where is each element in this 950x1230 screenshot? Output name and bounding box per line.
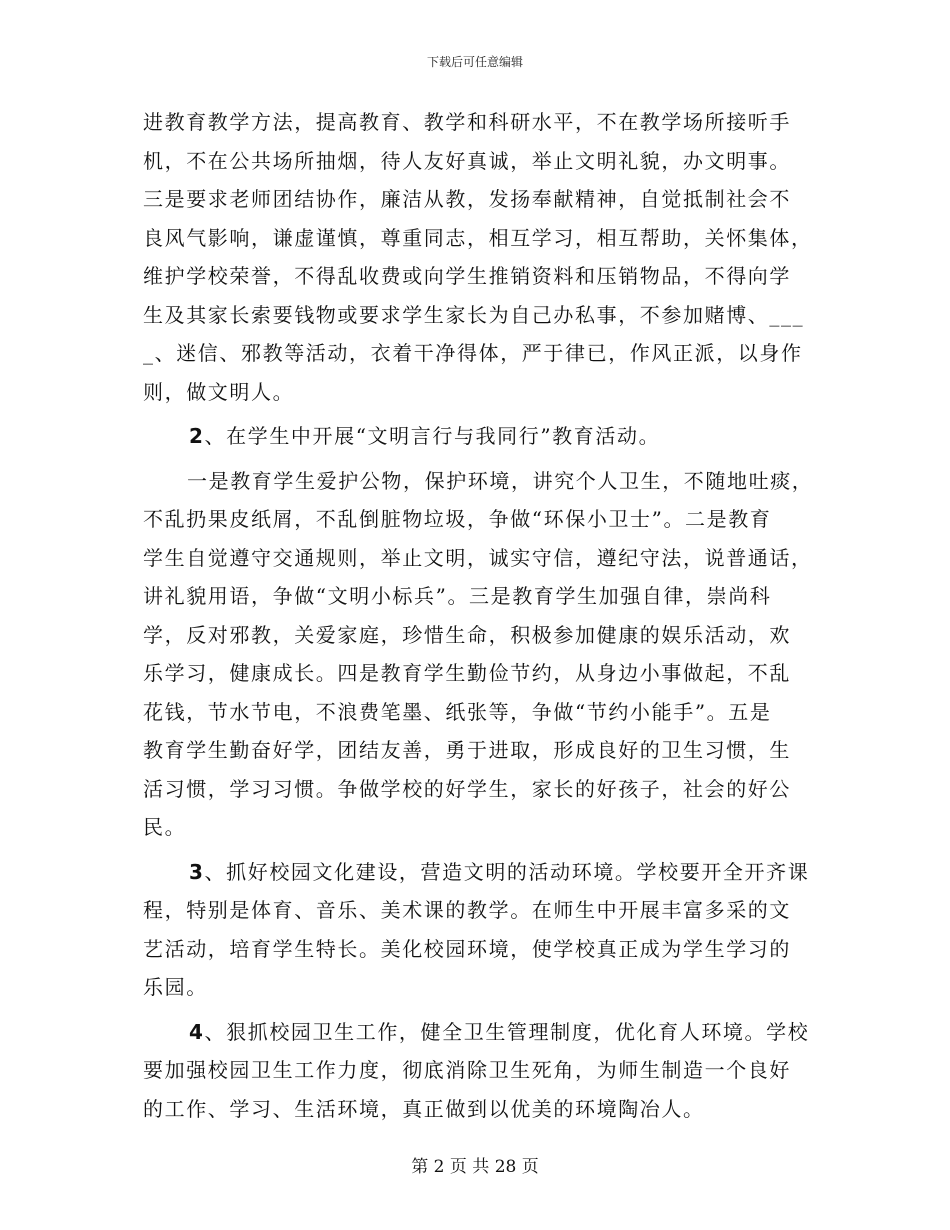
text-line: 教育学生勤奋好学，团结友善，勇于进取，形成良好的卫生习惯，生 (143, 738, 791, 762)
text-line: 维护学校荣誉，不得乱收费或向学生推销资料和压销物品，不得向学 (143, 264, 791, 288)
text-line: 乐学习，健康成长。四是教育学生勤俭节约，从身边小事做起，不乱 (143, 661, 791, 685)
text-line: 机，不在公共场所抽烟，待人友好真诚，举止文明礼貌，办文明事。 (143, 148, 791, 173)
text-line: _、迷信、邪教等活动，衣着干净得体，严于律已，作风正派，以身作 (143, 341, 803, 365)
paragraph-teacher-requirements (143, 103, 813, 411)
section-heading-text: 、在学生中开展“文明言行与我同行”教育活动。 (204, 424, 661, 448)
text-line: 的工作、学习、生活环境，真正做到以优美的环境陶冶人。 (143, 1096, 705, 1121)
text-line (143, 1013, 810, 1052)
text-line: 一是教育学生爱护公物，保护环境，讲究个人卫生，不随地吐痰， (187, 468, 814, 493)
section-text: 、抓好校园文化建设，营造文明的活动环境。学校要开全开齐课 (204, 859, 810, 884)
text-line: 民。 (143, 815, 187, 839)
text-line: 则，做文明人。 (143, 379, 295, 404)
text-line: 学，反对邪教，关爱家庭，珍惜生命，积极参加健康的娱乐活动，欢 (143, 622, 791, 647)
section-heading-2 (143, 417, 807, 456)
text-line: 活习惯，学习习惯。争做学校的好学生，家长的好孩子，社会的好公 (143, 776, 791, 801)
text-line: 不乱扔果皮纸屑，不乱倒脏物垃圾，争做“环保小卫士”。二是教育 (143, 507, 772, 531)
text-line: 进教育教学方法，提高教育、教学和科研水平，不在教学场所接听手 (143, 110, 791, 134)
text-line: 三是要求老师团结协作，廉洁从教，发扬奉献精神，自觉抵制社会不 (143, 187, 791, 211)
paragraph-campus-hygiene (143, 1013, 810, 1129)
text-line: 乐园。 (143, 975, 208, 999)
text-line: 学生自觉遵守交通规则，举止文明，诚实守信，遵纪守法，说普通话， (143, 545, 813, 570)
text-line: 程，特别是体育、音乐、美术课的教学。在师生中开展丰富多采的文 (143, 898, 791, 922)
text-line: 花钱，节水节电，不浪费笔墨、纸张等，争做“节约小能手”。五是 (143, 699, 772, 724)
text-line: 要加强校园卫生工作力度，彻底消除卫生死角，为师生制造一个良好 (143, 1058, 791, 1082)
section-number: 4 (189, 1019, 205, 1044)
page-header: 下载后可任意编辑 (426, 55, 523, 69)
text-line: 生及其家长索要钱物或要求学生家长为自己办私事，不参加赌博、___ (143, 302, 805, 327)
section-text: 、狠抓校园卫生工作，健全卫生管理制度，优化育人环境。学校 (204, 1019, 810, 1044)
text-line (143, 853, 810, 892)
text-line: 艺活动，培育学生特长。美化校园环境，使学校真正成为学生学习的 (143, 936, 791, 961)
paragraph-campus-culture (143, 853, 810, 1007)
document-body (143, 103, 814, 1128)
section-number: 2 (189, 424, 205, 448)
paragraph-student-activities (143, 462, 814, 847)
text-line: 讲礼貌用语，争做“文明小标兵”。三是教育学生加强自律，崇尚科 (143, 584, 772, 608)
section-number: 3 (189, 859, 205, 884)
text-line: 良风气影响，谦虚谨慎，尊重同志，相互学习，相互帮助，关怀集体， (143, 225, 813, 250)
page-footer: 第 2 页 共 28 页 (411, 1157, 539, 1177)
